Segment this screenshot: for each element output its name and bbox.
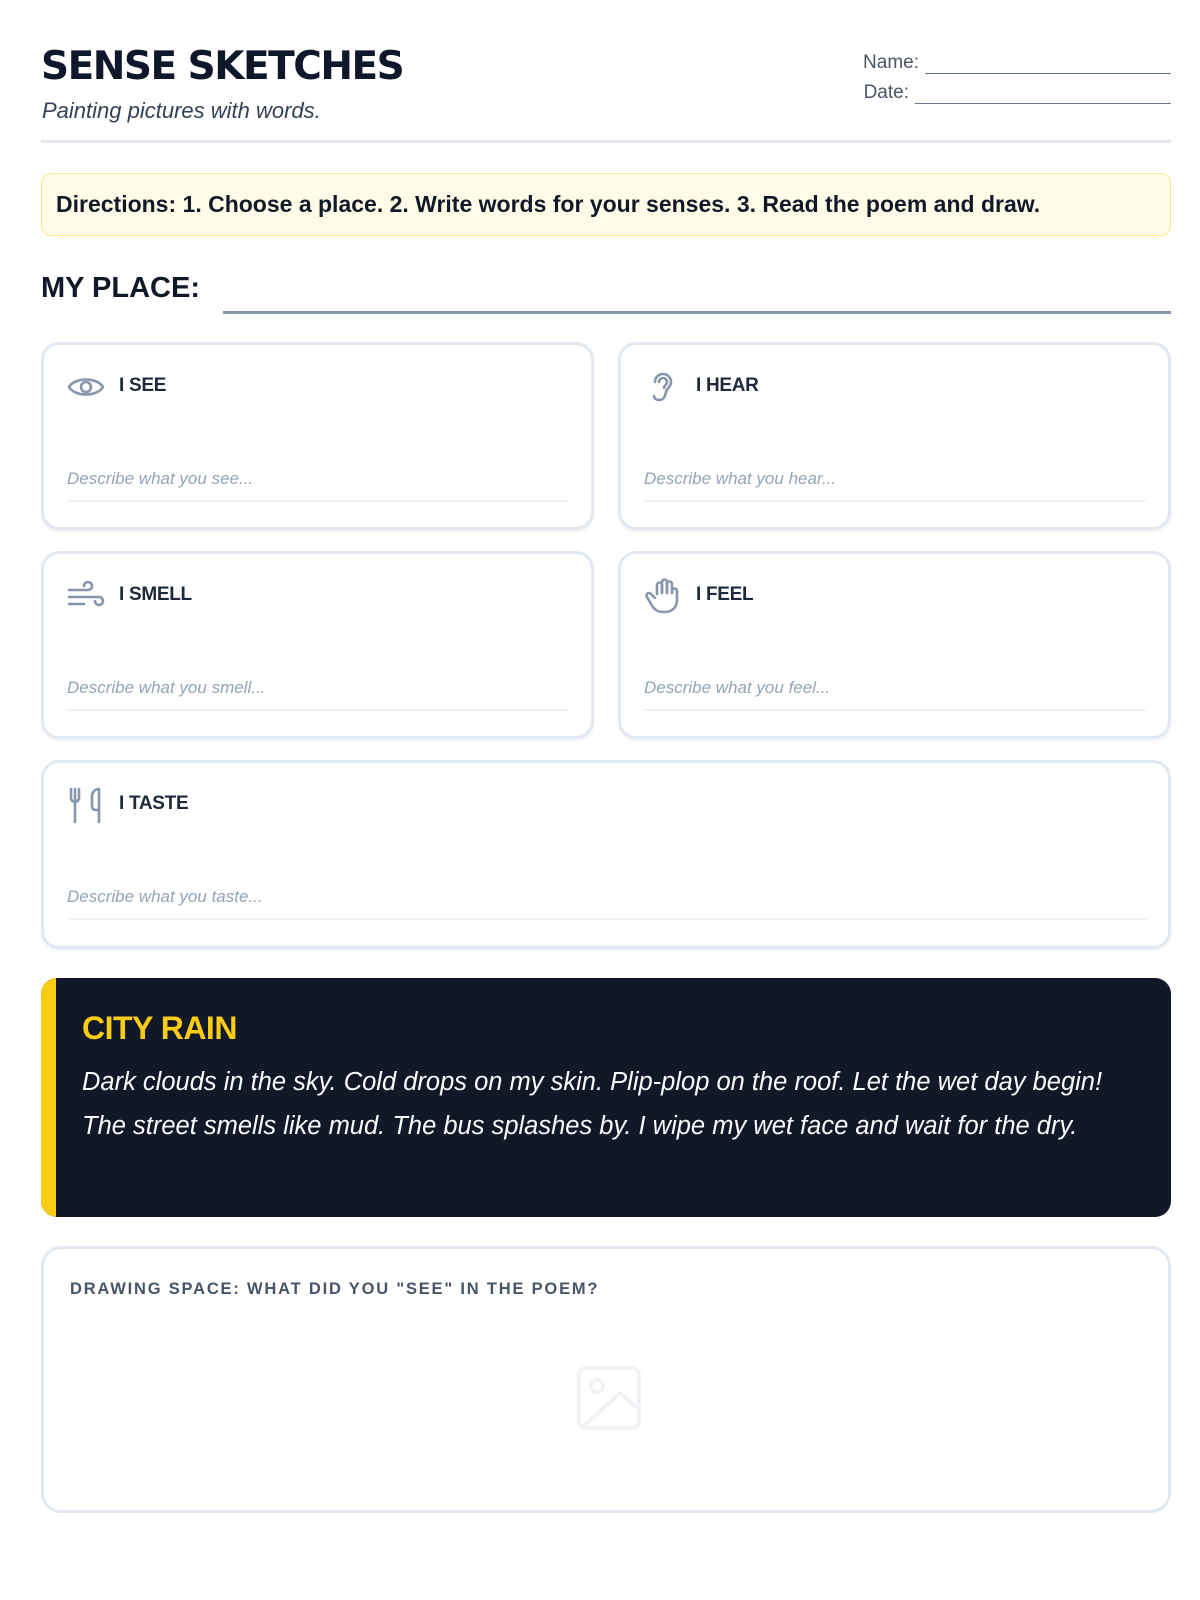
poem-line: The street smells like mud. The bus splashes by. I wipe my wet face and wait for the dry. [82, 1112, 1078, 1140]
sense-card-hear [618, 342, 1171, 530]
sense-card-smell [41, 551, 594, 739]
see-input[interactable]: Describe what you see... [67, 469, 254, 488]
poem-box [41, 978, 1171, 1217]
sense-label-smell: I SMELL [119, 584, 192, 605]
sense-card-see [41, 342, 594, 530]
ear-icon [643, 367, 683, 407]
poem-body [82, 1060, 1152, 1148]
poem-accent-bar [41, 978, 56, 1217]
sense-label-see: I SEE [119, 375, 167, 396]
sense-card-taste [41, 760, 1171, 949]
date-row [851, 74, 1171, 104]
sense-label-hear: I HEAR [696, 375, 759, 396]
drawing-space-label: DRAWING SPACE: WHAT DID YOU "SEE" IN THE POEM? [70, 1280, 600, 1298]
see-input-line [67, 500, 569, 502]
image-placeholder-icon [574, 1363, 644, 1433]
sense-label-feel: I FEEL [696, 584, 754, 605]
student-info [851, 44, 1171, 104]
name-label: Name: [863, 52, 919, 73]
wind-icon [66, 576, 106, 616]
taste-input-line [67, 918, 1146, 920]
sense-label-taste: I TASTE [119, 793, 189, 814]
smell-input-line [67, 709, 569, 711]
drawing-space[interactable] [41, 1246, 1171, 1513]
hear-input-line [644, 500, 1146, 502]
directions-box: Directions: 1. Choose a place. 2. Write words for your senses. 3. Read the poem and draw. [41, 173, 1171, 236]
smell-input[interactable]: Describe what you smell... [67, 678, 266, 697]
page-subtitle: Painting pictures with words. [42, 98, 321, 123]
utensils-icon [66, 785, 106, 825]
my-place-label: MY PLACE: [41, 272, 200, 304]
eye-icon [66, 367, 106, 407]
taste-input[interactable]: Describe what you taste... [67, 887, 263, 906]
poem-title: CITY RAIN [82, 1010, 237, 1046]
page-title: SENSE SKETCHES [41, 44, 404, 89]
hear-input[interactable]: Describe what you hear... [644, 469, 837, 488]
date-field[interactable] [915, 84, 1171, 104]
feel-input-line [644, 709, 1146, 711]
name-field[interactable] [925, 54, 1171, 74]
my-place-field[interactable] [223, 311, 1171, 314]
header [41, 0, 1171, 143]
feel-input[interactable]: Describe what you feel... [644, 678, 831, 697]
date-label: Date: [863, 82, 909, 103]
sense-card-feel [618, 551, 1171, 739]
poem-line: Dark clouds in the sky. Cold drops on my skin. Plip-plop on the roof. Let the wet day begin! [82, 1068, 1103, 1096]
hand-icon [643, 576, 683, 616]
name-row [851, 44, 1171, 74]
worksheet [41, 0, 1171, 1298]
